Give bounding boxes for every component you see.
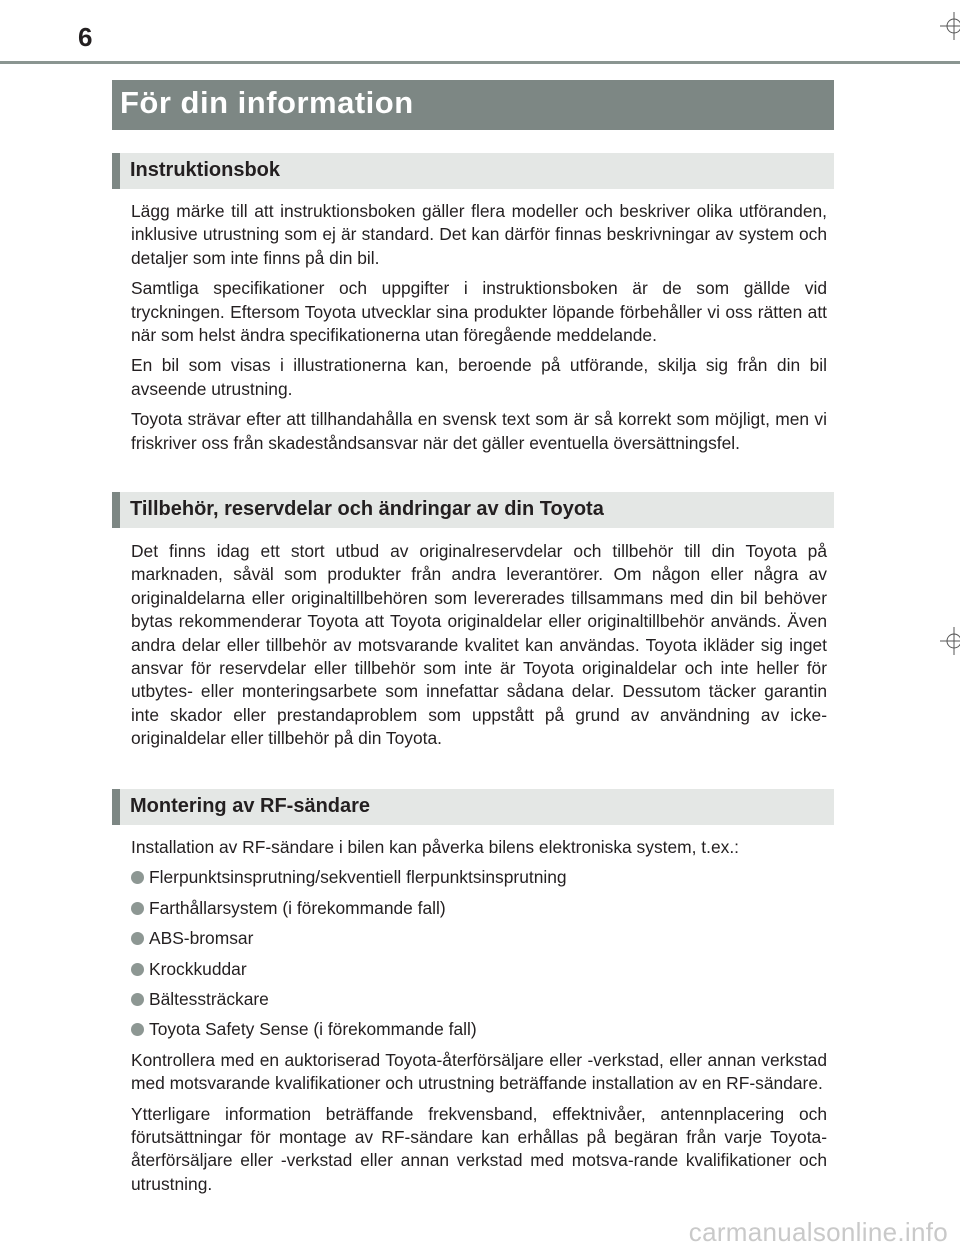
paragraph: Samtliga specifikationer och uppgifter i instruktionsboken är de som gällde vid tryckningen. Eftersom Toyota utvecklar sina produkter löpande förbehåller vi oss rätten att när som helst ändra specifikationerna utan föregående meddelande. — [131, 278, 827, 346]
bullet-dot-icon — [131, 932, 144, 945]
bullet-dot-icon — [131, 902, 144, 915]
list-item — [131, 958, 827, 981]
bullet-dot-icon — [131, 871, 144, 884]
bullet-dot-icon — [131, 963, 144, 976]
page-number: 6 — [78, 22, 93, 52]
watermark: carmanualsonline.info — [688, 1217, 948, 1247]
registration-mark-icon — [940, 12, 960, 40]
list-item-label: Farthållarsystem (i förekommande fall) — [149, 897, 446, 918]
section-body-tillbehor — [131, 540, 827, 758]
paragraph: Installation av RF-sändare i bilen kan påverka bilens elektroniska system, t.ex.: — [131, 837, 739, 857]
paragraph: En bil som visas i illustrationerna kan, beroende på utförande, skilja sig från din bil avseende utrustning. — [131, 355, 827, 399]
list-item-label: ABS-bromsar — [149, 928, 254, 949]
list-item-label: Krockkuddar — [149, 958, 247, 979]
paragraph: Lägg märke till att instruktionsboken gäller flera modeller och beskriver olika utföranden, inklusive utrustning som ej är standard. Det kan därför finnas beskrivningar av system och detaljer som inte finns på din bil. — [131, 201, 827, 268]
paragraph: Det finns idag ett stort utbud av originalreservdelar och tillbehör till din Toyota på marknaden, såväl som produkter från andra leverantörer. Om någon eller några av originaldelarna eller originaltillbehören som levererades tillsammans med din bil behöver bytas rekommenderar Toyota att Toyota originaldelar eller originaltillbehör används. Även andra delar eller tillbehör av motsvarande kvalitet kan användas. Toyota ikläder sig inget ansvar för reservdelar eller tillbehör som inte är Toyota originaldelar och inte heller för utbytes- eller monteringsarbete som innefattar sådana delar. Dessutom täcker garantin inte skador eller prestandaproblem som uppstått på grund av användning av icke-originaldelar eller tillbehör på din Toyota. — [131, 541, 827, 749]
section-body-rf-sandare — [131, 836, 827, 1203]
section-body-instruktionsbok — [131, 200, 827, 462]
list-item-label: Bältessträckare — [149, 989, 269, 1010]
list-item-label: Toyota Safety Sense (i förekommande fall) — [149, 1019, 477, 1040]
list-item — [131, 988, 827, 1011]
top-rule — [0, 61, 960, 64]
list-item — [131, 927, 827, 950]
list-item — [131, 1018, 827, 1041]
section-heading-instruktionsbok: Instruktionsbok — [112, 153, 834, 189]
chapter-title: För din information — [112, 80, 834, 130]
list-item — [131, 897, 827, 920]
registration-mark-icon — [940, 627, 960, 655]
section-heading-tillbehor: Tillbehör, reservdelar och ändringar av din Toyota — [112, 492, 834, 528]
paragraph: Toyota strävar efter att tillhandahålla en svensk text som är så korrekt som möjligt, men vi friskriver oss från skadeståndsansvar när det gäller eventuella översättningsfel. — [131, 409, 827, 453]
list-item — [131, 866, 827, 889]
bullet-dot-icon — [131, 1023, 144, 1036]
section-heading-rf-sandare: Montering av RF-sändare — [112, 789, 834, 825]
paragraph: Ytterligare information beträffande frekvensband, effektnivåer, antennplacering och förutsättningar för montage av RF-sändare kan erhållas på begäran från varje Toyota-återförsäljare eller -verkstad eller annan verkstad med motsva-rande kvalifikationer och utrustning. — [131, 1103, 827, 1194]
paragraph: Kontrollera med en auktoriserad Toyota-återförsäljare eller -verkstad, eller annan verkstad med motsvarande kvalifikationer och utrustning beträffande installation av en RF-sändare. — [131, 1049, 827, 1094]
bullet-dot-icon — [131, 993, 144, 1006]
list-item-label: Flerpunktsinsprutning/sekventiell flerpunktsinsprutning — [149, 867, 567, 888]
